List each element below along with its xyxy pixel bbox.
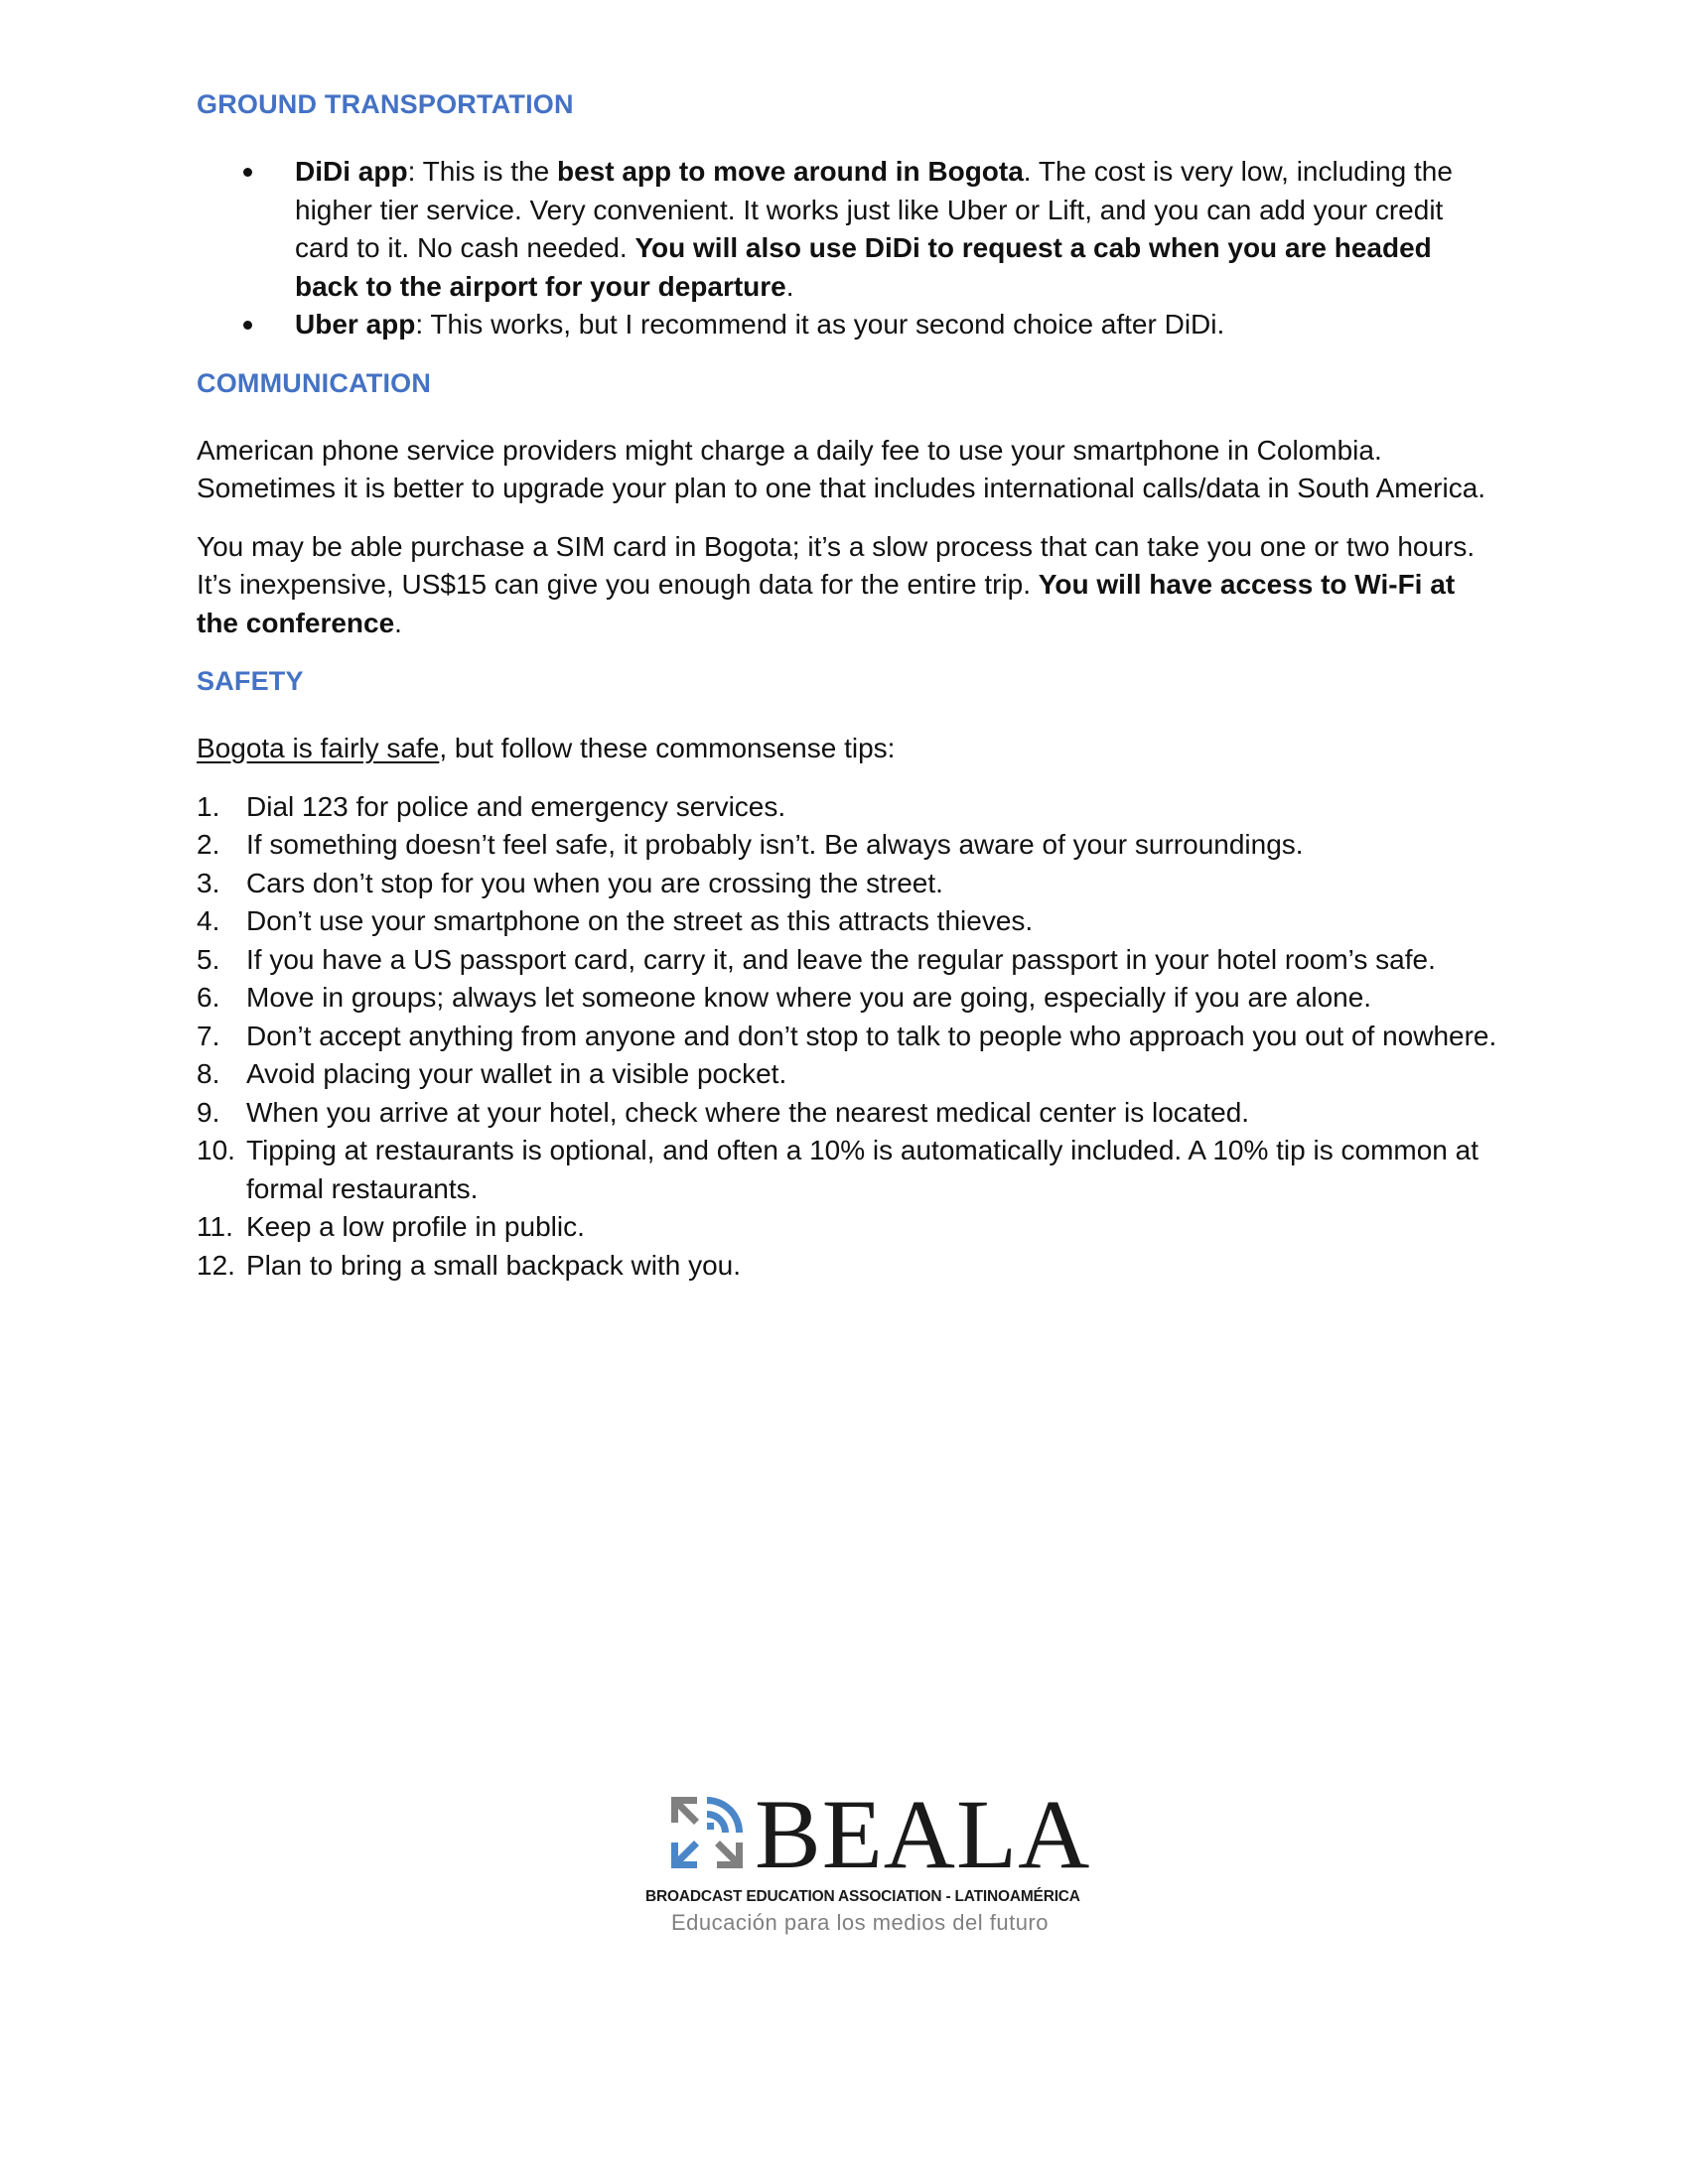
list-text: Avoid placing your wallet in a visible pocket. xyxy=(246,1058,787,1089)
list-number: 2. xyxy=(197,829,220,860)
list-number: 7. xyxy=(197,1020,220,1051)
broadcast-arrows-icon xyxy=(667,1793,747,1872)
list-item xyxy=(197,1132,1497,1208)
ground-transportation-heading: GROUND TRANSPORTATION xyxy=(197,89,574,119)
list-number: 8. xyxy=(197,1058,220,1089)
logo-tagline: Educación para los medios del futuro xyxy=(671,1910,1049,1935)
item-label: Uber app xyxy=(295,309,416,340)
list-text: Tipping at restaurants is optional, and often a 10% is automatically included. A 10% tip is common at formal restaurants. xyxy=(246,1135,1478,1204)
item-text: . xyxy=(785,270,794,302)
list-text: Dial 123 for police and emergency services. xyxy=(246,790,786,822)
list-item-uber xyxy=(197,306,1497,344)
list-text: Plan to bring a small backpack with you. xyxy=(246,1249,742,1281)
logo-subtitle: BROADCAST EDUCATION ASSOCIATION - LATINOAMÉRICA xyxy=(645,1888,1080,1905)
list-number: 12. xyxy=(197,1249,235,1281)
list-item xyxy=(197,1094,1497,1133)
list-item xyxy=(197,979,1497,1018)
item-label: DiDi app xyxy=(295,156,408,187)
list-item xyxy=(197,902,1497,941)
list-item xyxy=(197,1208,1497,1247)
list-number: 5. xyxy=(197,943,220,975)
list-item xyxy=(197,941,1497,980)
list-text: Don’t use your smartphone on the street as this attracts thieves. xyxy=(246,905,1034,936)
underlined-text: Bogota is fairly safe xyxy=(197,733,440,763)
list-text: If something doesn’t feel safe, it probably isn’t. Be always aware of your surroundings. xyxy=(246,829,1304,860)
communication-paragraph-1: American phone service providers might charge a daily fee to use your smartphone in Colombia. Sometimes it is better to upgrade your plan to one that includes international calls/data in South America. xyxy=(197,434,1486,503)
paragraph-text: , but follow these commonsense tips: xyxy=(439,733,896,763)
item-bold-text: best app to move around in Bogota xyxy=(557,156,1024,187)
list-number: 11. xyxy=(197,1211,233,1242)
list-item xyxy=(197,788,1497,827)
item-bold-text: You will also use DiDi to request a cab when you are headed back to the airport for your departure xyxy=(295,232,1432,302)
communication-paragraph-2 xyxy=(197,528,1497,643)
list-item xyxy=(197,865,1497,903)
logo-wordmark: BEALA xyxy=(755,1779,1091,1889)
list-number: 9. xyxy=(197,1096,220,1128)
list-item xyxy=(197,1055,1497,1094)
bullet-icon xyxy=(243,168,252,177)
safety-intro xyxy=(197,730,1497,768)
list-item xyxy=(197,826,1497,865)
list-text: Keep a low profile in public. xyxy=(246,1211,585,1242)
list-text: Cars don’t stop for you when you are crossing the street. xyxy=(246,867,943,898)
list-number: 10. xyxy=(197,1135,235,1165)
list-text: Move in groups; always let someone know where you are going, especially if you are alone. xyxy=(246,982,1372,1013)
list-text: When you arrive at your hotel, check where the nearest medical center is located. xyxy=(246,1096,1250,1128)
paragraph-text: You may be able purchase a SIM card in Bogota; it’s a slow process that can take you one or two hours. It’s inexpensive, US$15 can give you enough data for the entire trip. xyxy=(197,530,1476,600)
paragraph-bold-text: You will have access to Wi-Fi at the conference xyxy=(197,569,1456,638)
list-number: 4. xyxy=(197,905,220,936)
list-text: If you have a US passport card, carry it, and leave the regular passport in your hotel room’s safe. xyxy=(246,943,1436,975)
safety-heading: SAFETY xyxy=(197,666,304,696)
paragraph-text: . xyxy=(394,607,402,638)
transport-list xyxy=(197,153,1497,344)
list-text: Don’t accept anything from anyone and don’t stop to talk to people who approach you out of nowhere. xyxy=(246,1020,1497,1051)
list-item xyxy=(197,1018,1497,1056)
list-number: 1. xyxy=(197,790,220,822)
list-number: 3. xyxy=(197,867,220,898)
communication-heading: COMMUNICATION xyxy=(197,367,432,398)
item-text: : This works, but I recommend it as your second choice after DiDi. xyxy=(415,309,1225,340)
list-item xyxy=(197,1247,1497,1286)
safety-tips-list xyxy=(197,788,1497,1286)
beala-logo xyxy=(645,1779,1104,1942)
item-text: . The cost is very low, including the higher tier service. Very convenient. It works just like Uber or Lift, and you can add your credit card to it. No cash needed. xyxy=(295,156,1453,263)
document-page xyxy=(197,85,1497,1285)
list-number: 6. xyxy=(197,982,220,1013)
item-text: : This is the xyxy=(407,156,557,187)
list-item-didi xyxy=(197,153,1497,306)
bullet-icon xyxy=(243,321,252,330)
